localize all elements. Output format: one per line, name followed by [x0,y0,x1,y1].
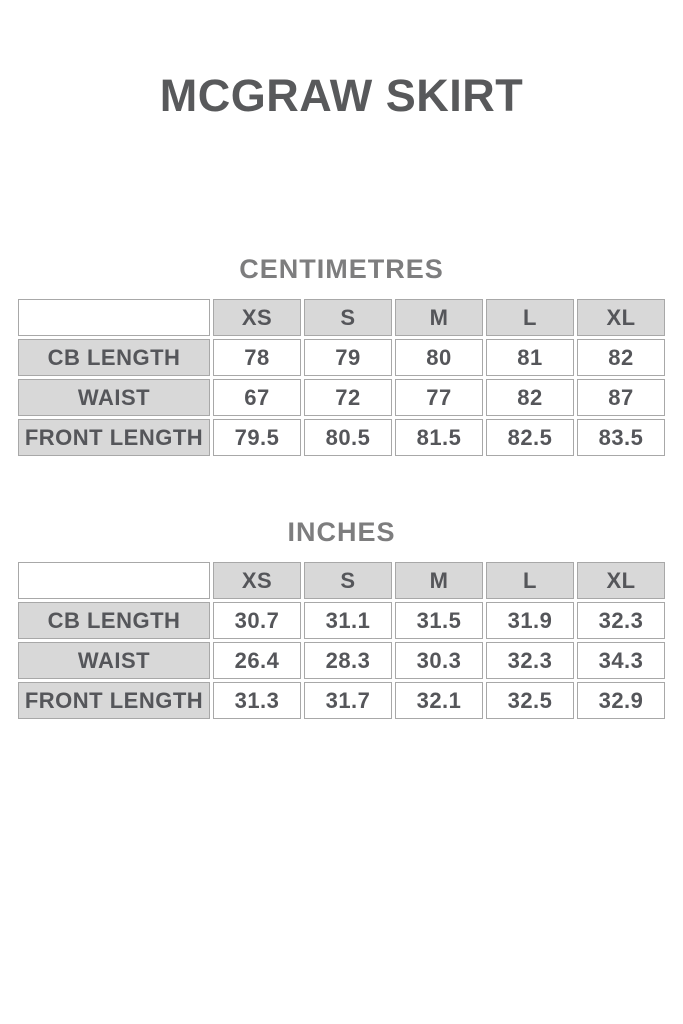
value-cell: 79 [304,339,392,376]
size-header-l: L [486,562,574,599]
size-table-centimetres [15,296,668,459]
table-row-waist [18,642,665,679]
size-header-s: S [304,299,392,336]
page-title: MCGRAW SKIRT [159,70,524,121]
value-cell: 34.3 [577,642,665,679]
value-cell: 87 [577,379,665,416]
value-cell: 32.1 [395,682,483,719]
value-cell: 30.3 [395,642,483,679]
row-label-front-length: FRONT LENGTH [18,682,210,719]
size-header-s: S [304,562,392,599]
table-row-waist [18,379,665,416]
size-header-xs: XS [213,299,301,336]
size-header-l: L [486,299,574,336]
value-cell: 82.5 [486,419,574,456]
value-cell: 31.1 [304,602,392,639]
table-row-cb-length [18,339,665,376]
value-cell: 80 [395,339,483,376]
table-row-front-length [18,419,665,456]
section-heading-centimetres: CENTIMETRES [239,254,444,284]
table-row-front-length [18,682,665,719]
section-centimetres [0,254,683,459]
section-inches [0,517,683,722]
table-row-cb-length [18,602,665,639]
size-header-xl: XL [577,299,665,336]
value-cell: 81 [486,339,574,376]
value-cell: 67 [213,379,301,416]
value-cell: 81.5 [395,419,483,456]
value-cell: 31.3 [213,682,301,719]
size-header-m: M [395,299,483,336]
value-cell: 32.3 [577,602,665,639]
row-label-waist: WAIST [18,642,210,679]
value-cell: 77 [395,379,483,416]
value-cell: 80.5 [304,419,392,456]
row-label-cb-length: CB LENGTH [18,602,210,639]
row-label-waist: WAIST [18,379,210,416]
value-cell: 82 [486,379,574,416]
row-label-front-length: FRONT LENGTH [18,419,210,456]
value-cell: 78 [213,339,301,376]
size-header-row [18,299,665,336]
size-table-inches [15,559,668,722]
value-cell: 32.5 [486,682,574,719]
corner-cell [18,299,210,336]
value-cell: 31.7 [304,682,392,719]
value-cell: 28.3 [304,642,392,679]
value-cell: 32.9 [577,682,665,719]
row-label-cb-length: CB LENGTH [18,339,210,376]
value-cell: 83.5 [577,419,665,456]
size-header-row [18,562,665,599]
value-cell: 32.3 [486,642,574,679]
value-cell: 31.9 [486,602,574,639]
size-header-m: M [395,562,483,599]
value-cell: 31.5 [395,602,483,639]
value-cell: 72 [304,379,392,416]
value-cell: 30.7 [213,602,301,639]
value-cell: 26.4 [213,642,301,679]
section-heading-inches: INCHES [287,517,396,547]
corner-cell [18,562,210,599]
value-cell: 79.5 [213,419,301,456]
size-header-xs: XS [213,562,301,599]
value-cell: 82 [577,339,665,376]
size-header-xl: XL [577,562,665,599]
